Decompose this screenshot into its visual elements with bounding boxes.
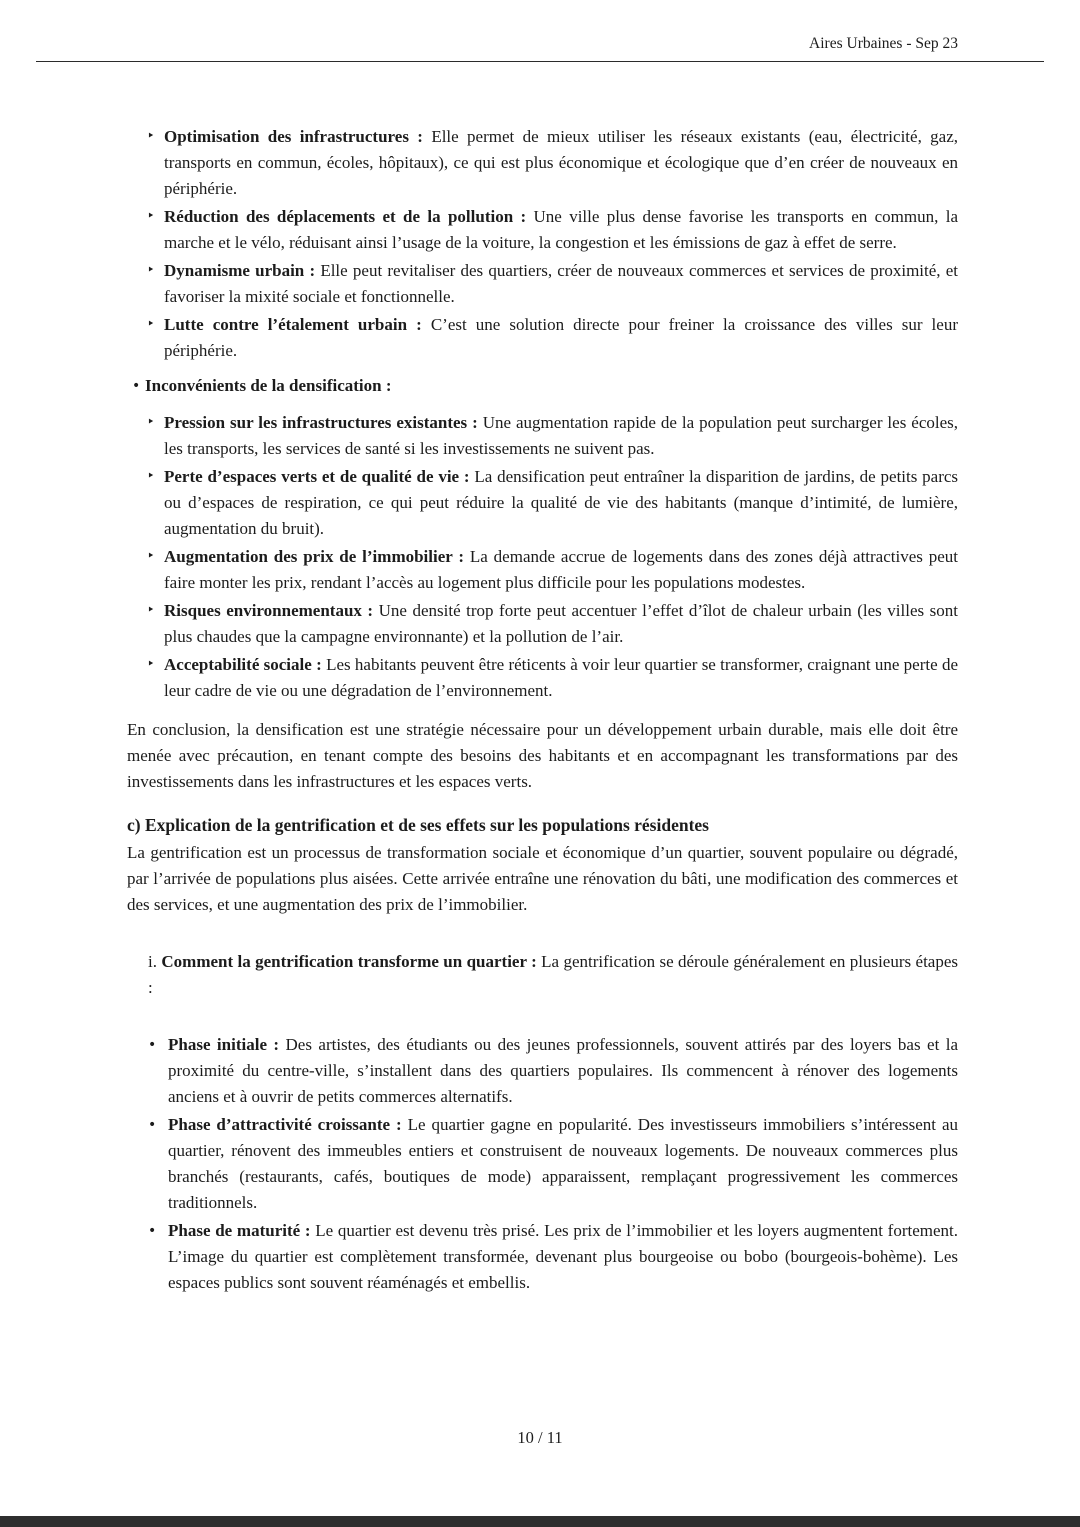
item-label: Phase d’attractivité croissante :	[168, 1115, 402, 1134]
list-item-text	[164, 601, 958, 646]
list-item	[127, 312, 958, 364]
item-body: Des artistes, des étudiants ou des jeunes professionnels, souvent attirés par des loyers bas et la proximité du centre-ville, s’installent dans des quartiers populaires. Ils commencent à rénover des logements anciens et à ouvrir de petits commerces alternatifs.	[168, 1035, 958, 1106]
list-item-text	[164, 413, 958, 458]
advantages-list	[127, 124, 958, 364]
roman-item-body: La gentrification se déroule généralement en plusieurs étapes :	[148, 952, 958, 997]
list-item-text	[168, 1115, 958, 1212]
dot-bullet-icon: •	[132, 378, 141, 394]
triangle-bullet-icon: ‣	[147, 603, 155, 618]
triangle-bullet-icon: ‣	[147, 469, 155, 484]
item-body: Le quartier est devenu très prisé. Les prix de l’immobilier et les loyers augmentent fortement. L’image du quartier est complètement transformée, devenant plus bourgeoise ou bobo (bourgeois-bohème). Les espaces publics sont souvent réaménagés et embellis.	[168, 1221, 959, 1292]
list-item-text	[164, 207, 958, 252]
section-c-heading: c) Explication de la gentrification et de ses effets sur les populations résidentes	[127, 815, 709, 835]
document-body	[0, 62, 1080, 1296]
header-title: Aires Urbaines - Sep 23	[809, 35, 958, 52]
list-item	[127, 652, 958, 704]
page-footer	[0, 1428, 1080, 1448]
list-item-text	[164, 655, 958, 700]
dot-bullet-icon: •	[148, 1223, 157, 1239]
item-body: Elle permet de mieux utiliser les réseaux existants (eau, électricité, gaz, transports en commun, écoles, hôpitaux), ce qui est plus économique et écologique que d’en créer de nouveaux en périphérie.	[164, 127, 959, 198]
item-label: Phase initiale :	[168, 1035, 280, 1054]
item-body: Le quartier gagne en popularité. Des investisseurs immobiliers s’intéressent au quartier, rénovent des immeubles entiers et construisent de nouveaux logements. De nouveaux commerces plus branchés (restaurants, cafés, boutiques de mode) apparaissent, remplaçant progressivement les commerces traditionnels.	[168, 1115, 958, 1212]
item-label: Optimisation des infrastructures :	[164, 127, 423, 146]
list-item	[127, 1032, 958, 1110]
triangle-bullet-icon: ‣	[147, 317, 155, 332]
item-body: Une augmentation rapide de la population peut surcharger les écoles, les transports, les services de santé si les investissements ne suivent pas.	[164, 413, 959, 458]
triangle-bullet-icon: ‣	[147, 657, 155, 672]
list-item	[127, 204, 958, 256]
list-item-text	[168, 1221, 958, 1292]
item-label: Acceptabilité sociale :	[164, 655, 322, 674]
inconvenients-heading: Inconvénients de la densification :	[145, 376, 392, 395]
item-body: C’est une solution directe pour freiner la croissance des villes sur leur périphérie.	[164, 315, 958, 360]
item-body: La densification peut entraîner la disparition de jardins, de petits parcs ou d’espaces de respiration, ce qui peut réduire la qualité de vie des habitants (manque d’intimité, de lumière, augmentation du bruit).	[164, 467, 959, 538]
item-label: Lutte contre l’étalement urbain :	[164, 315, 422, 334]
list-item	[127, 544, 958, 596]
page-number: 10 / 11	[517, 1428, 563, 1447]
item-label: Augmentation des prix de l’immobilier :	[164, 547, 465, 566]
list-item-text	[164, 315, 958, 360]
item-body: Une ville plus dense favorise les transports en commun, la marche et le vélo, réduisant ainsi l’usage de la voiture, la congestion et les émissions de gaz à effet de serre.	[164, 207, 958, 252]
item-label: Risques environnementaux :	[164, 601, 374, 620]
inconvenients-heading-item	[127, 373, 958, 399]
item-label: Réduction des déplacements et de la pollution :	[164, 207, 527, 226]
conclusion-paragraph: En conclusion, la densification est une stratégie nécessaire pour un développement urbain durable, mais elle doit être menée avec précaution, en tenant compte des besoins des habitants et en accompagnant les transformations par des investissements dans les infrastructures et les espaces verts.	[127, 720, 958, 791]
list-item-text	[164, 467, 958, 538]
triangle-bullet-icon: ‣	[147, 209, 155, 224]
dot-bullet-icon: •	[148, 1117, 157, 1133]
section-c-intro: La gentrification est un processus de transformation sociale et économique d’un quartier, souvent populaire ou dégradé, par l’arrivée de populations plus aisées. Cette arrivée entraîne une rénovation du bâti, une modification des commerces et des services, et une augmentation des prix de l’immobilier.	[127, 843, 958, 914]
list-item-text	[168, 1035, 958, 1106]
item-label: Dynamisme urbain :	[164, 261, 316, 280]
list-item	[127, 1218, 958, 1296]
item-body: Elle peut revitaliser des quartiers, créer de nouveaux commerces et services de proximité, et favoriser la mixité sociale et fonctionnelle.	[164, 261, 959, 306]
triangle-bullet-icon: ‣	[147, 415, 155, 430]
page-header	[0, 0, 1080, 61]
roman-item-label: Comment la gentrification transforme un quartier :	[161, 952, 537, 971]
list-item-text	[164, 261, 958, 306]
viewer-bottom-bar	[0, 1516, 1080, 1527]
list-item	[127, 410, 958, 462]
inconvenients-list	[127, 410, 958, 704]
item-body: Une densité trop forte peut accentuer l’effet d’îlot de chaleur urbain (les villes sont plus chaudes que la campagne environnante) et la pollution de l’air.	[164, 601, 959, 646]
item-label: Pression sur les infrastructures existantes :	[164, 413, 478, 432]
list-item-text	[164, 547, 958, 592]
list-item	[127, 1112, 958, 1216]
triangle-bullet-icon: ‣	[147, 549, 155, 564]
item-body: La demande accrue de logements dans des zones déjà attractives peut faire monter les prix, rendant l’accès au logement plus difficile pour les populations modestes.	[164, 547, 958, 592]
item-body: Les habitants peuvent être réticents à voir leur quartier se transformer, craignant une perte de leur cadre de vie ou une dégradation de l’environnement.	[164, 655, 958, 700]
list-item-text	[164, 127, 958, 198]
triangle-bullet-icon: ‣	[147, 129, 155, 144]
item-label: Perte d’espaces verts et de qualité de vie :	[164, 467, 470, 486]
roman-list-item	[148, 949, 958, 1001]
item-label: Phase de maturité :	[168, 1221, 311, 1240]
dot-bullet-icon: •	[148, 1037, 157, 1053]
list-item	[127, 464, 958, 542]
list-item	[127, 124, 958, 202]
roman-numeral: i.	[148, 952, 157, 971]
list-item	[127, 258, 958, 310]
triangle-bullet-icon: ‣	[147, 263, 155, 278]
list-item	[127, 598, 958, 650]
phases-list	[127, 1032, 958, 1296]
